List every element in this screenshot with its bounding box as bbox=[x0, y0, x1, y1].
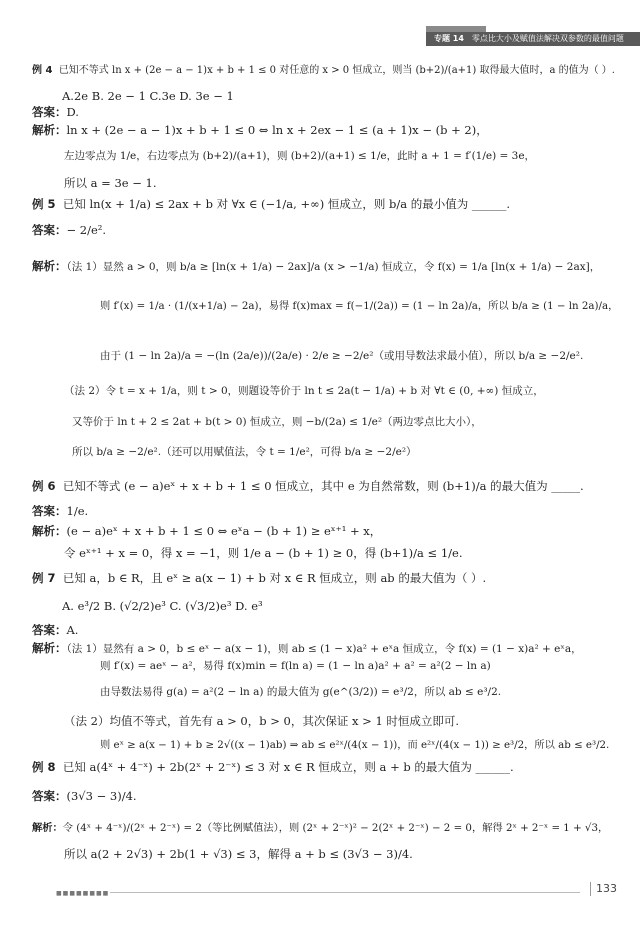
example-4-analysis-3: 所以 a = 3e − 1. bbox=[64, 176, 157, 190]
example-5-analysis-6: 所以 b/a ≥ −2/e².（还可以用赋值法，令 t = 1/e²，可得 b/a ≥ −2/e²） bbox=[72, 446, 417, 458]
analysis-label: 解析： bbox=[32, 524, 67, 538]
example-5-question bbox=[32, 196, 510, 212]
page-footer bbox=[0, 888, 640, 898]
example-4-analysis-1 bbox=[32, 122, 488, 138]
example-7-analysis-2: 则 f′(x) = aeˣ − a²，易得 f(x)min = f(ln a) = (1 − ln a)a² + a² = a²(2 − ln a) bbox=[100, 660, 491, 672]
example-5-analysis-4: （法 2）令 t = x + 1/a，则 t > 0，则题设等价于 ln t ≤ 2a(t − 1/a) + b 对 ∀t ∈ (0, +∞) 恒成立， bbox=[64, 385, 544, 397]
question-text: 已知不等式 (e − a)eˣ + x + b + 1 ≤ 0 恒成立，其中 e 为自然常数，则 (b+1)/a 的最大值为 _____. bbox=[62, 479, 584, 493]
answer-label: 答案： bbox=[32, 105, 67, 119]
example-5-analysis-2: 则 f′(x) = 1/a · (1/(x+1/a) − 2a)，易得 f(x)max = f(−1/(2a)) = (1 − ln 2a)/a，所以 b/a ≥ (1 − ln 2a)/a， bbox=[100, 300, 619, 312]
question-text: 已知 a，b ∈ R，且 eˣ ≥ a(x − 1) + b 对 x ∈ R 恒成立，则 ab 的最大值为（ ）. bbox=[62, 571, 487, 585]
answer-value: D. bbox=[66, 105, 79, 119]
footer-marks: ■■■■■■■■ bbox=[56, 890, 110, 897]
example-7-analysis-5: 则 eˣ ≥ a(x − 1) + b ≥ 2√((x − 1)ab) ⇒ ab ≤ e²ˣ/(4(x − 1))，而 e²ˣ/(4(x − 1)) ≥ e³/2，所以 ab ≤ e³/2. bbox=[100, 739, 610, 751]
example-7-analysis-4: （法 2）均值不等式，首先有 a > 0，b > 0，其次保证 x > 1 时恒成立即可. bbox=[64, 714, 460, 728]
analysis-text: 令 (4ˣ + 4⁻ˣ)/(2ˣ + 2⁻ˣ) = 2（等比例赋值法），则 (2ˣ + 2⁻ˣ)² − 2(2ˣ + 2⁻ˣ) − 2 = 0，解得 2ˣ + 2⁻ˣ = 1 + √3， bbox=[62, 822, 609, 834]
example-4-question bbox=[32, 63, 615, 79]
example-5-analysis-1 bbox=[32, 258, 600, 275]
analysis-text: (e − a)eˣ + x + b + 1 ≤ 0 ⇔ eˣa − (b + 1) ≥ eˣ⁺¹ + x， bbox=[66, 524, 382, 538]
example-4-options: A.2e B. 2e − 1 C.3e D. 3e − 1 bbox=[62, 89, 234, 103]
answer-label: 答案： bbox=[32, 504, 67, 518]
question-text: 已知不等式 ln x + (2e − a − 1)x + b + 1 ≤ 0 对任意的 x > 0 恒成立，则当 (b+2)/(a+1) 取得最大值时，a 的值为（ ）. bbox=[58, 65, 615, 76]
analysis-label: 解析： bbox=[32, 123, 67, 137]
page-number: 133 bbox=[596, 882, 617, 895]
answer-label: 答案： bbox=[32, 789, 67, 803]
example-4-analysis-2: 左边零点为 1/e，右边零点为 (b+2)/(a+1)，则 (b+2)/(a+1) ≤ 1/e，此时 a + 1 = f′(1/e) = 3e， bbox=[64, 150, 536, 162]
example-label: 例 4 bbox=[32, 65, 53, 76]
answer-value: (3√3 − 3)/4. bbox=[66, 789, 137, 803]
example-4-answer bbox=[32, 104, 79, 120]
analysis-text: （法 1）显然有 a > 0，b ≤ eˣ − a(x − 1)，则 ab ≤ (1 − x)a² + eˣa 恒成立，令 f(x) = (1 − x)a² + eˣa， bbox=[66, 643, 582, 655]
analysis-label: 解析： bbox=[32, 822, 63, 834]
example-6-analysis-1 bbox=[32, 523, 381, 539]
example-8-analysis-2: 所以 a(2 + 2√3) + 2b(1 + √3) ≤ 3，解得 a + b ≤ (3√3 − 3)/4. bbox=[64, 847, 413, 861]
example-6-analysis-2: 令 eˣ⁺¹ + x = 0，得 x = −1，则 1/e a − (b + 1) ≥ 0，得 (b+1)/a ≤ 1/e. bbox=[64, 546, 463, 560]
analysis-text: （法 1）显然 a > 0，则 b/a ≥ [ln(x + 1/a) − 2ax]/a (x > −1/a) 恒成立，令 f(x) = 1/a [ln(x + 1/a) − 2ax]， bbox=[66, 261, 601, 273]
example-7-options: A. e³/2 B. (√2/2)e³ C. (√3/2)e³ D. e³ bbox=[62, 599, 263, 613]
example-label: 例 7 bbox=[32, 571, 56, 585]
question-text: 已知 a(4ˣ + 4⁻ˣ) + 2b(2ˣ + 2⁻ˣ) ≤ 3 对 x ∈ R 恒成立，则 a + b 的最大值为 ______. bbox=[62, 760, 514, 774]
example-5-analysis-5: 又等价于 ln t + 2 ≤ 2at + b(t > 0) 恒成立，则 −b/(2a) ≤ 1/e²（两边零点比大小）， bbox=[72, 416, 482, 428]
example-label: 例 8 bbox=[32, 760, 56, 774]
answer-label: 答案： bbox=[32, 223, 67, 237]
example-8-question bbox=[32, 759, 514, 775]
answer-label: 答案： bbox=[32, 623, 67, 637]
question-text: 已知 ln(x + 1/a) ≤ 2ax + b 对 ∀x ∈ (−1/a, +∞) 恒成立，则 b/a 的最小值为 ______. bbox=[62, 197, 511, 211]
example-7-analysis-1 bbox=[32, 640, 582, 657]
answer-value: A. bbox=[66, 623, 79, 637]
example-7-analysis-3: 由导数法易得 g(a) = a²(2 − ln a) 的最大值为 g(e^(3/2)) = e³/2，所以 ab ≤ e³/2. bbox=[100, 686, 502, 698]
example-8-answer bbox=[32, 788, 137, 804]
analysis-text: ln x + (2e − a − 1)x + b + 1 ≤ 0 ⇔ ln x + 2ex − 1 ≤ (a + 1)x − (b + 2)， bbox=[66, 123, 488, 137]
answer-value: 1/e. bbox=[66, 504, 89, 518]
example-label: 例 5 bbox=[32, 197, 56, 211]
topic-tag: 专题 14 bbox=[434, 34, 464, 43]
example-5-analysis-3: 由于 (1 − ln 2a)/a = −(ln (2a/e))/(2a/e) · 2/e ≥ −2/e²（或用导数法求最小值），所以 b/a ≥ −2/e². bbox=[100, 350, 584, 362]
example-7-question bbox=[32, 570, 486, 586]
example-label: 例 6 bbox=[32, 479, 56, 493]
example-6-answer bbox=[32, 503, 88, 519]
example-8-analysis-1 bbox=[32, 820, 608, 836]
example-5-answer bbox=[32, 222, 106, 238]
analysis-label: 解析： bbox=[32, 641, 67, 655]
analysis-label: 解析： bbox=[32, 259, 67, 273]
topic-title: 零点比大小及赋值法解决双参数的最值问题 bbox=[471, 34, 624, 43]
footer-rule bbox=[110, 892, 580, 893]
example-6-question bbox=[32, 478, 584, 494]
answer-value: − 2/e². bbox=[66, 223, 107, 237]
example-7-answer bbox=[32, 622, 78, 638]
